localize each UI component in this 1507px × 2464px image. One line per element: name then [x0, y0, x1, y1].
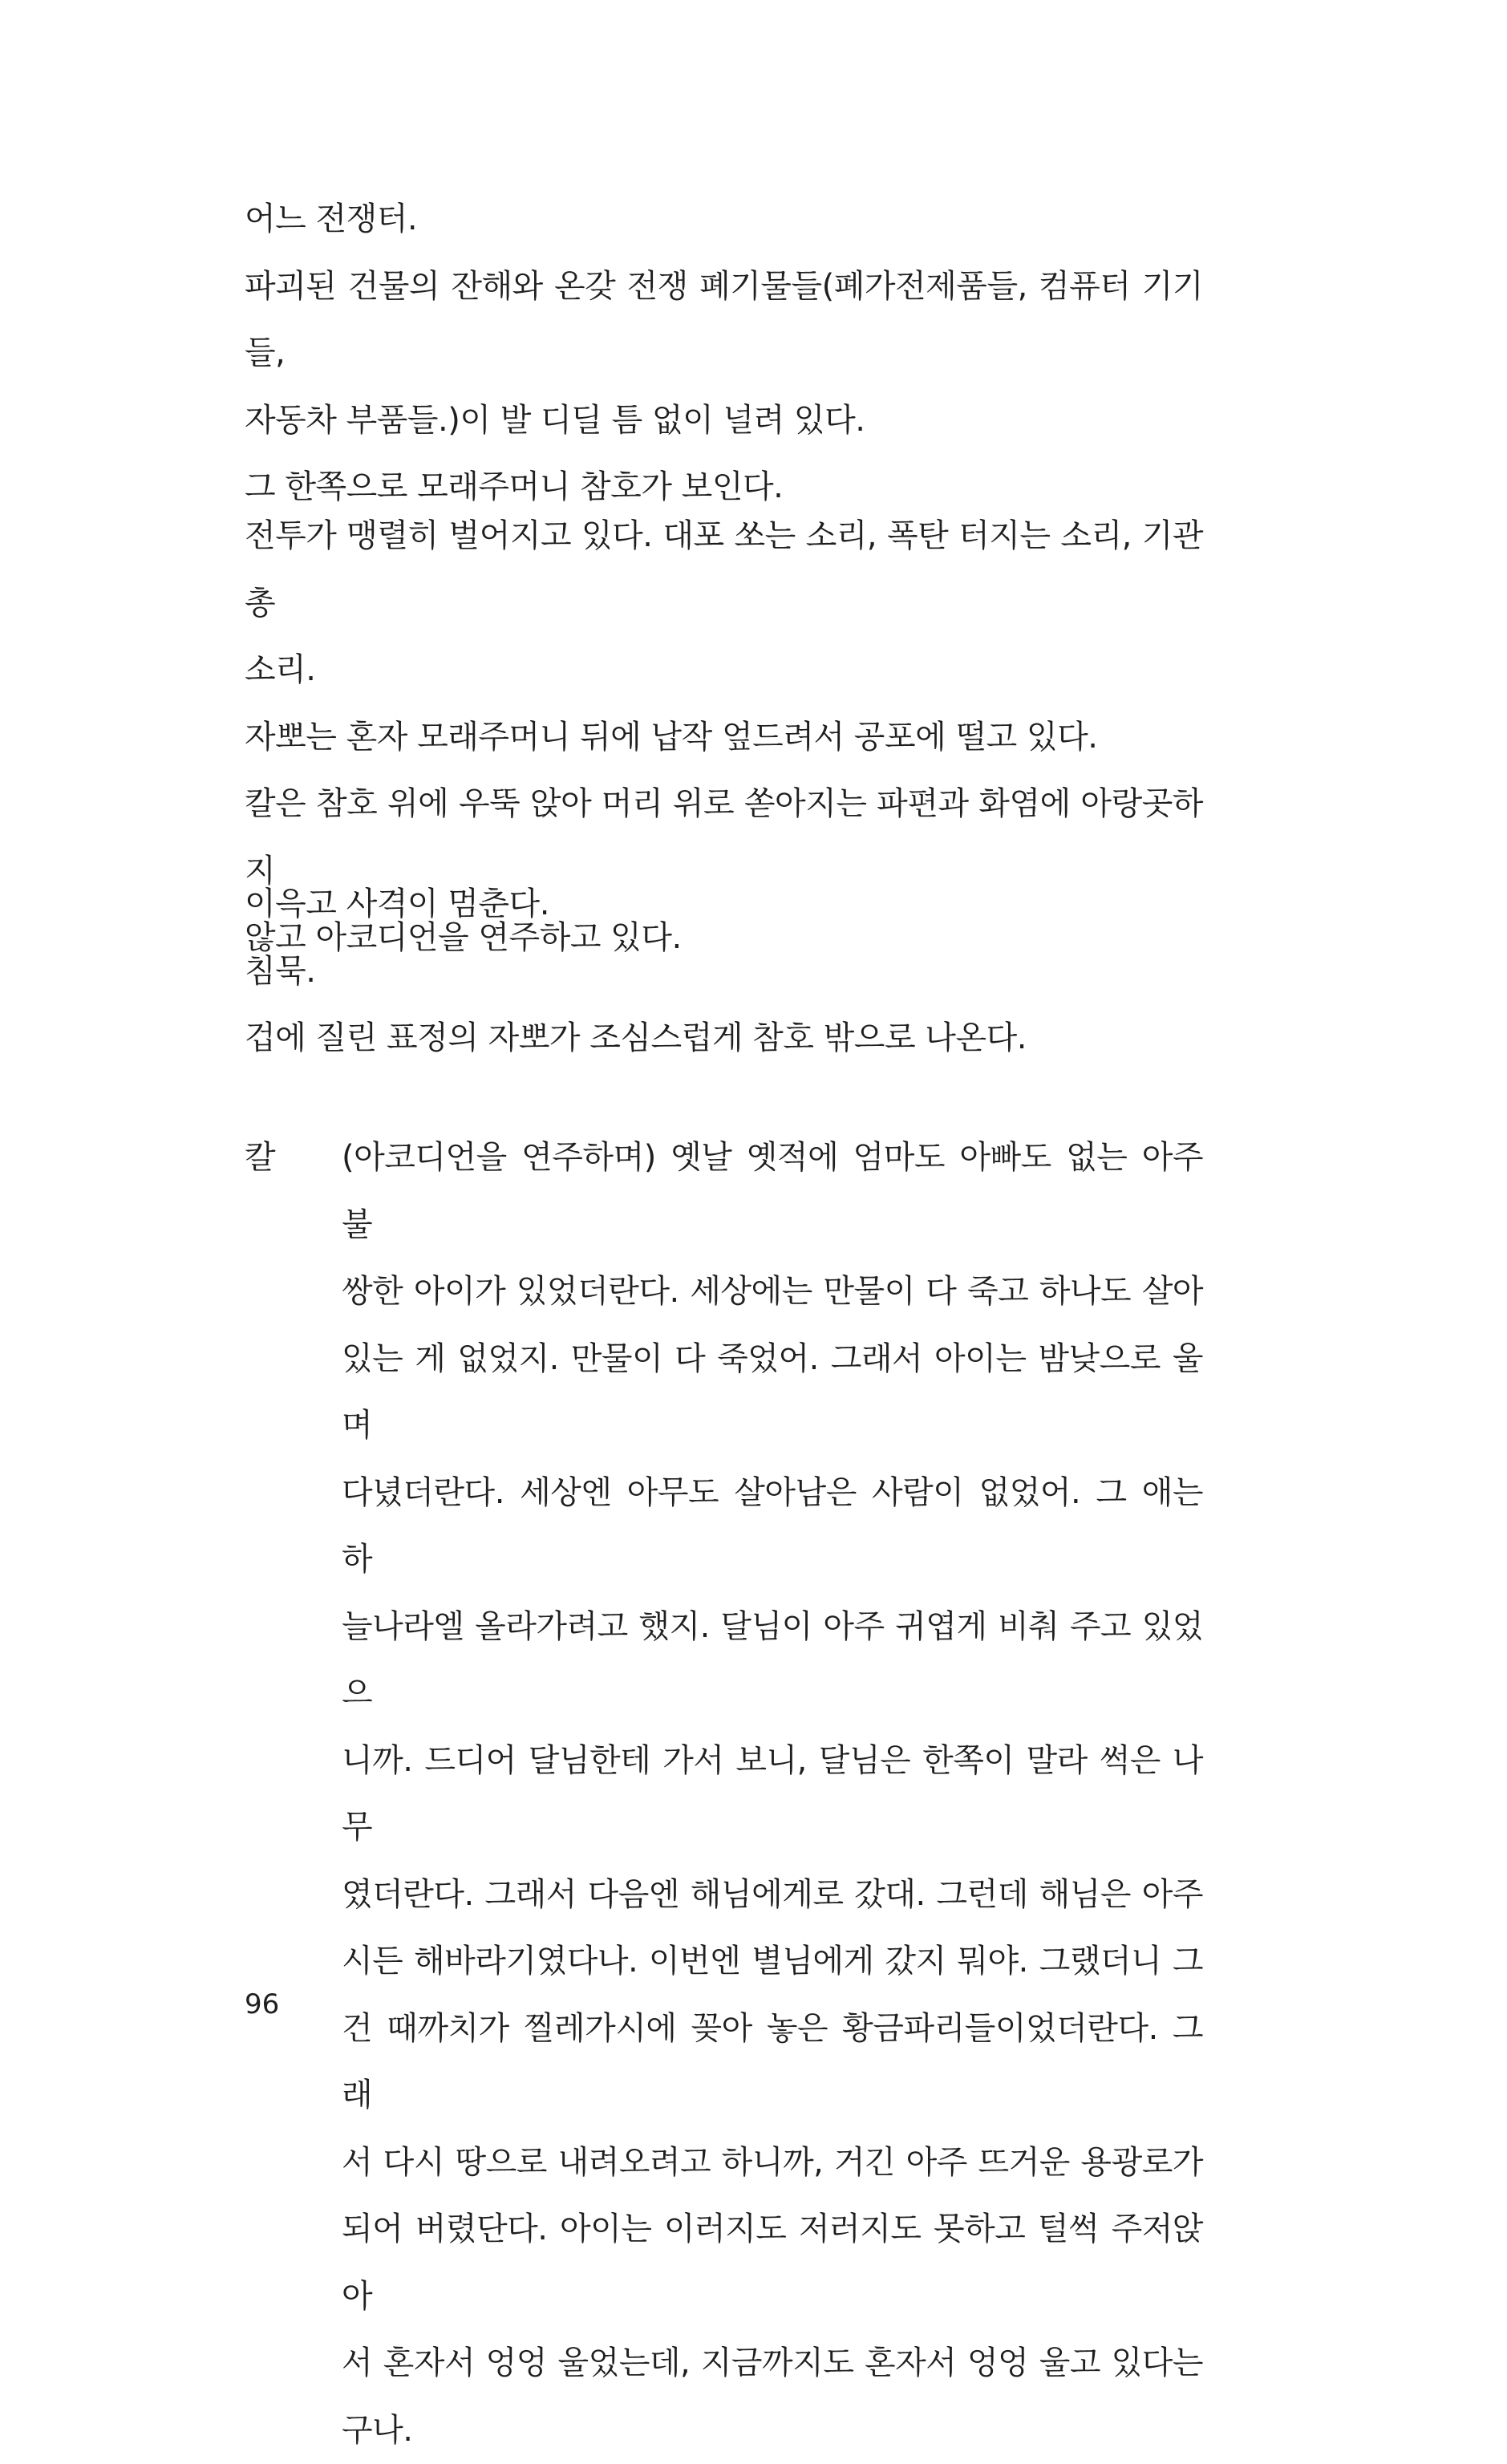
- stage-direction-silence: [245, 871, 1203, 1072]
- page-number: 96: [245, 1984, 279, 2024]
- speaker-name: 칼: [245, 1125, 276, 1192]
- speech-line: 니까. 드디어 달님한테 가서 보니, 달님은 한쪽이 말라 썩은 나무: [342, 1728, 1203, 1862]
- speech-text: [342, 1125, 1203, 2464]
- speech-line: 서 다시 땅으로 내려오려고 하니까, 거긴 아주 뜨거운 용광로가: [342, 2130, 1203, 2197]
- speech-line: 구나.: [342, 2397, 1203, 2464]
- speech-line: 건 때까치가 찔레가시에 꽂아 놓은 황금파리들이었더란다. 그래: [342, 1996, 1203, 2130]
- speech-line: 되어 버렸단다. 아이는 이러지도 저러지도 못하고 털썩 주저앉아: [342, 2196, 1203, 2330]
- speech-line: 였더란다. 그래서 다음엔 해님에게로 갔대. 그런데 해님은 아주: [342, 1862, 1203, 1929]
- speech-line: (아코디언을 연주하며) 옛날 옛적에 엄마도 아빠도 없는 아주 불: [342, 1125, 1203, 1258]
- speech-line: 쌍한 아이가 있었더란다. 세상에는 만물이 다 죽고 하나도 살아: [342, 1258, 1203, 1326]
- text-line: 전투가 맹렬히 벌어지고 있다. 대포 쏘는 소리, 폭탄 터지는 소리, 기관총: [245, 503, 1203, 637]
- speech-line: 다녔더란다. 세상엔 아무도 살아남은 사람이 없었어. 그 애는 하: [342, 1460, 1203, 1594]
- text-line: 침묵.: [245, 938, 1203, 1006]
- text-line: 어느 전쟁터.: [245, 186, 1203, 253]
- text-line: 이윽고 사격이 멈춘다.: [245, 871, 1203, 938]
- text-line: 그 한쪽으로 모래주머니 참호가 보인다.: [245, 454, 1203, 521]
- speech-line: 있는 게 없었지. 만물이 다 죽었어. 그래서 아이는 밤낮으로 울며: [342, 1326, 1203, 1460]
- speech-line: 늘나라엘 올라가려고 했지. 달님이 아주 귀엽게 비춰 주고 있었으: [342, 1594, 1203, 1728]
- stage-direction-setting: [245, 186, 1203, 521]
- text-line: 자뽀는 혼자 모래주머니 뒤에 납작 엎드려서 공포에 떨고 있다.: [245, 704, 1203, 772]
- text-line: 자동차 부품들.)이 발 디딜 틈 없이 널려 있다.: [245, 387, 1203, 455]
- text-line: 소리.: [245, 637, 1203, 704]
- text-line: 겁에 질린 표정의 자뽀가 조심스럽게 참호 밖으로 나온다.: [245, 1005, 1203, 1072]
- text-line: 칼은 참호 위에 우뚝 앉아 머리 위로 쏟아지는 파편과 화염에 아랑곳하지: [245, 771, 1203, 905]
- text-line: 파괴된 건물의 잔해와 온갖 전쟁 폐기물들(폐가전제품들, 컴퓨터 기기들,: [245, 253, 1203, 387]
- speech-line: 서 혼자서 엉엉 울었는데, 지금까지도 혼자서 엉엉 울고 있다는: [342, 2330, 1203, 2397]
- text-line: 않고 아코디언을 연주하고 있다.: [245, 905, 1203, 972]
- speech-line: 시든 해바라기였다나. 이번엔 별님에게 갔지 뭐야. 그랬더니 그: [342, 1928, 1203, 1996]
